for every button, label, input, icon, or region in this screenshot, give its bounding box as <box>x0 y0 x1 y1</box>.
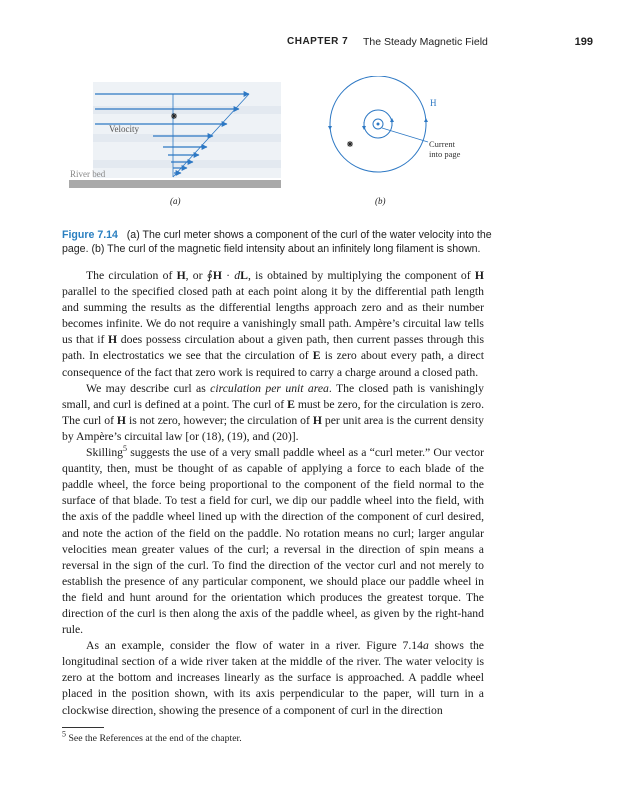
figure-caption <box>62 229 492 256</box>
current-label-line2: into page <box>429 149 461 159</box>
page-number: 199 <box>574 36 593 48</box>
figure-b-magnetic-field <box>318 76 478 226</box>
figure-b-panel-label: (b) <box>375 196 386 206</box>
caption-text: (a) The curl meter shows a component of the curl of the water velocity into the page. (b) The curl of the magnetic field intensity about an infinitely long filament is shown. <box>62 229 492 255</box>
river-bed-label: River bed <box>70 169 106 179</box>
velocity-label: Velocity <box>109 124 139 134</box>
footnote <box>62 729 242 744</box>
figure-label: Figure 7.14 <box>62 229 118 241</box>
river-bed-bar <box>69 180 281 188</box>
water-band <box>93 106 281 114</box>
current-pointer-line <box>382 128 428 142</box>
water-band <box>93 134 281 142</box>
figure-a-panel-label: (a) <box>170 196 181 206</box>
current-filament-dot <box>377 123 380 126</box>
body-text <box>62 268 484 719</box>
paragraph-4: As an example, consider the flow of water in a river. Figure 7.14a shows the longitudinal section of a wide river taken at the middle of the river. The water velocity is zero at the bottom and increases linearly as the surface is approached. A paddle wheel placed in the position shown, with its axis perpendicular to the paper, will turn in a clockwise direction, showing the presence of a component of curl in the direction <box>62 639 484 717</box>
figure-a-river-velocity <box>67 76 287 226</box>
paragraph-1: The circulation of H, or ∮H · dL, is obtained by multiplying the component of H parallel to the specified closed path at each point along it by the differential path length and summing the results as the differential lengths approach zero and as their number becomes infinite. We do not require a vanishingly small path. Ampère’s circuital law tells us that if H does possess circulation about a given path, then current passes through this path. In electrostatics we see that the circulation of E is zero about every path, a direct consequence of the fact that zero work is required to carry a charge around a closed path. <box>62 269 485 379</box>
field-label-H: H <box>430 98 437 108</box>
paragraph-3: Skilling$^5$ suggests the use of a very small paddle wheel as a “curl meter.” Our vector quantity, then, must be thought of as capable of applying a force to each blade of the paddle wheel, the force being proportional to the component of the field normal to the surface of that blade. To test a field for curl, we dip our paddle wheel into the field, with the axis of the paddle wheel lined up with the direction of the component of curl desired, and note the action of the field on the paddle. No rotation means no curl; larger angular velocities mean greater values of the curl; a reversal in the direction of spin means a reversal in the sign of the curl. To find the direction of the vector curl and not merely to establish the presence of any particular component, we should place our paddle wheel in the field and hunt around for the orientation which produces the greatest torque. The direction of the curl is then along the axis of the paddle wheel, as given by the right-hand rule. <box>62 444 484 637</box>
paddle-wheel-icon <box>171 113 177 119</box>
chapter-label: CHAPTER 7 <box>287 36 349 47</box>
paragraph-2: We may describe curl as circulation per unit area. The closed path is vanishingly small, and curl is defined at a point. The curl of E must be zero, for the circulation is zero. The curl of H is not zero, however; the circulation of H per unit area is the current density by Ampère’s circuital law [or (18), (19), and (20)]. <box>62 381 485 443</box>
chapter-title: The Steady Magnetic Field <box>363 36 488 48</box>
footnote-text: See the References at the end of the chapter. <box>66 733 242 744</box>
running-header <box>0 36 627 52</box>
footnote-rule <box>62 727 104 728</box>
paddle-wheel-icon <box>347 141 353 147</box>
footnote-ref: 5 <box>123 444 128 454</box>
footnote-number: 5 <box>62 729 66 739</box>
current-label-line1: Current <box>429 139 455 149</box>
